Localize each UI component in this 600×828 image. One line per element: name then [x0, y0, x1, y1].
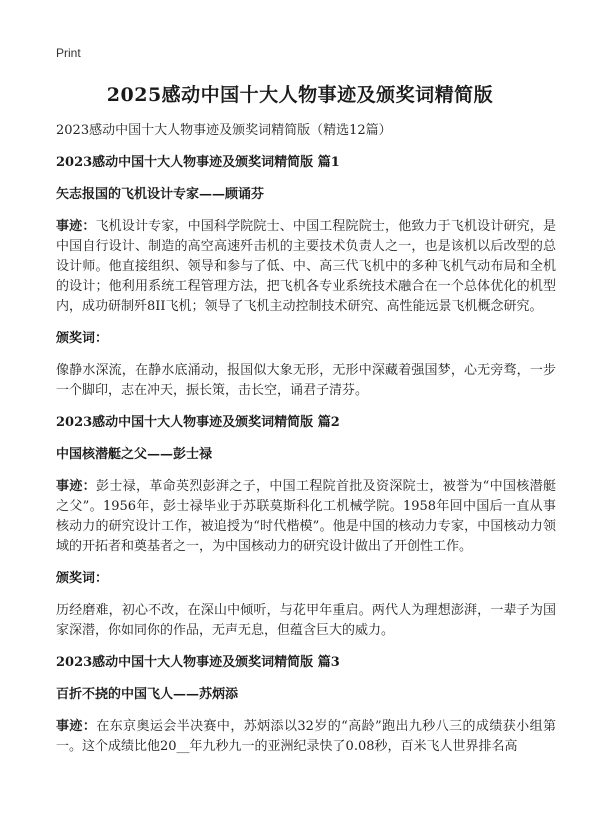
section-heading-2: 2023感动中国十大人物事迹及颁奖词精简版 篇2 [56, 415, 340, 430]
person-heading-3: 百折不挠的中国飞人——苏炳添 [56, 687, 239, 702]
award-paragraph-1: 像静水深流，在静水底涌动，报国似大象无形，无形中深藏着强国梦，心无旁骛，一步一个脚印，志在冲天，振长策，击长空，诵君子清芬。 [56, 363, 556, 398]
document-subtitle: 2023感动中国十大人物事迹及颁奖词精简版（精选12篇） [56, 123, 392, 138]
deeds-paragraph-1 [56, 217, 556, 317]
person-heading-1: 矢志报国的飞机设计专家——顾诵芬 [56, 187, 265, 202]
deeds-text: 飞机设计专家，中国科学院院士、中国工程院院士，他致力于飞机设计研究，是中国自行设计、制造的高空高速歼击机的主要技术负责人之一，也是该机以后改型的总设计师。他直接组织、领导和参与了低、中、高三代飞机中的多种飞机气动布局和全机的设计；他利用系统工程管理方法，把飞机各专业系统技术融合在一个总体优化的机型内，成功研制歼8II飞机；领导了飞机主动控制技术研究、高性能远景飞机概念研究。 [56, 219, 556, 314]
award-paragraph-2: 历经磨难，初心不改，在深山中倾听，与花甲年重启。两代人为理想澎湃，一辈子为国家深潜，你如同你的作品，无声无息，但蕴含巨大的威力。 [56, 603, 556, 638]
deeds-paragraph-2 [56, 477, 556, 557]
print-label: Print [56, 46, 81, 60]
deeds-label: 事迹： [56, 479, 96, 494]
deeds-text: 彭士禄，革命英烈彭湃之子，中国工程院首批及资深院士，被誉为“中国核潜艇之父”。1956年，彭士禄毕业于苏联莫斯科化工机械学院。1958年回中国后一直从事核动力的研究设计工作，被追授为“时代楷模”。他是中国的核动力专家，中国核动力领域的开拓者和奠基者之一，为中国核动力的研究设计做出了开创性工作。 [56, 479, 556, 554]
section-heading-1: 2023感动中国十大人物事迹及颁奖词精简版 篇1 [56, 155, 340, 170]
document-title: 2025感动中国十大人物事迹及颁奖词精简版 [106, 84, 494, 106]
person-heading-2: 中国核潜艇之父——彭士禄 [56, 447, 213, 462]
deeds-label: 事迹： [56, 719, 97, 734]
section-heading-3: 2023感动中国十大人物事迹及颁奖词精简版 篇3 [56, 655, 340, 670]
document-body [56, 121, 556, 769]
deeds-label: 事迹： [56, 219, 96, 234]
award-label-1: 颁奖词： [56, 331, 109, 346]
deeds-paragraph-3 [56, 717, 556, 757]
award-label-2: 颁奖词： [56, 571, 109, 586]
deeds-text: 在东京奥运会半决赛中，苏炳添以32岁的“高龄”跑出九秒八三的成绩获小组第一。这个成绩比他20__年九秒九一的亚洲纪录快了0.08秒，百米飞人世界排名高 [56, 719, 556, 754]
